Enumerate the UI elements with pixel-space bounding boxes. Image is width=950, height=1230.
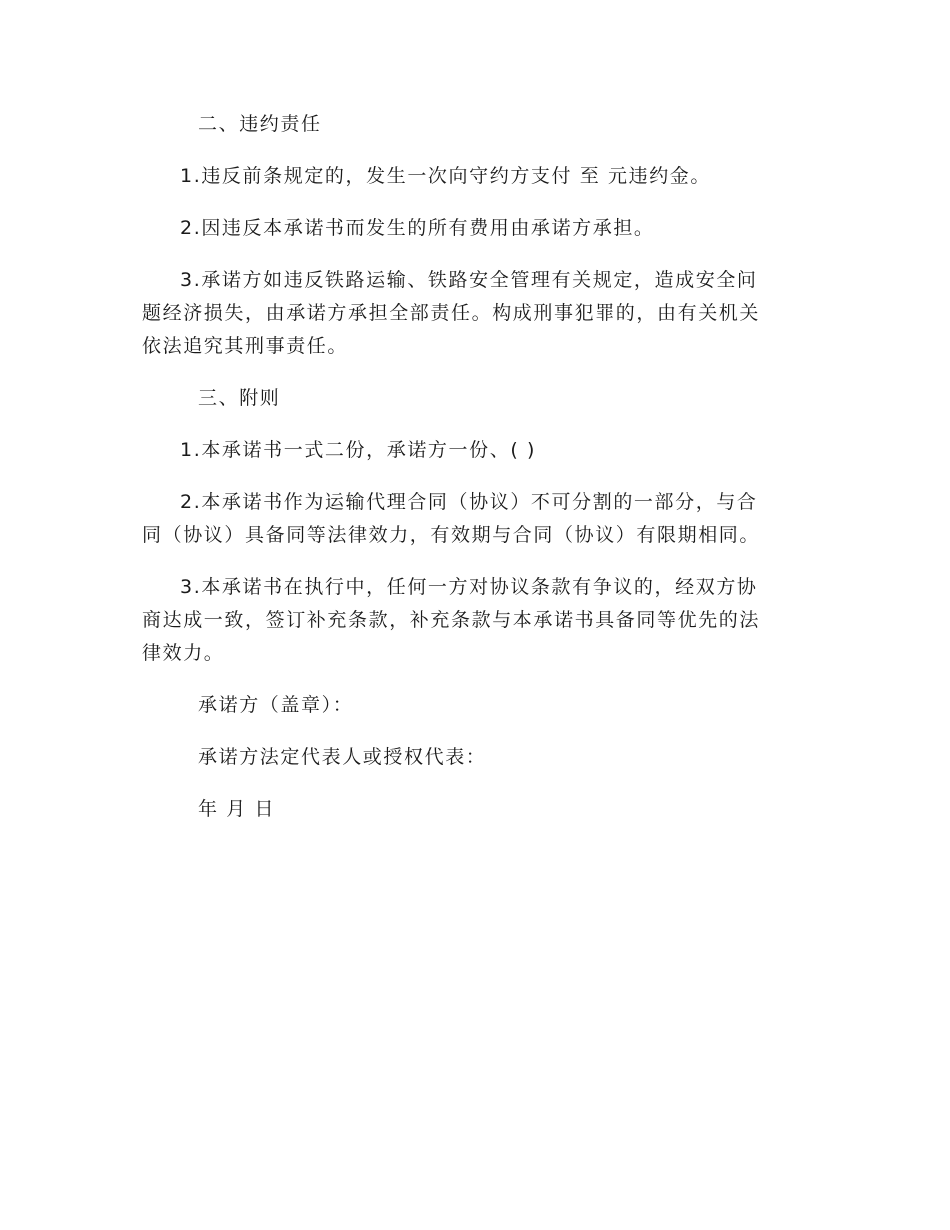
breach-clause-3: [142, 264, 794, 363]
breach-clause-2: 2.因违反本承诺书而发生的所有费用由承诺方承担。: [180, 217, 655, 239]
breach-clause-1: 1.违反前条规定的，发生一次向守约方支付 至 元违约金。: [180, 165, 712, 187]
appendix-clause-3-line: 商达成一致，签订补充条款，补充条款与本承诺书具备同等优先的法: [142, 609, 761, 631]
appendix-clause-2: [142, 486, 794, 552]
signature-date-label: 年 月 日: [198, 798, 276, 820]
appendix-clause-2-line: 2.本承诺书作为运输代理合同（协议）不可分割的一部分，与合: [180, 491, 758, 513]
section-heading-breach: 二、违约责任: [198, 113, 322, 135]
document-page: [142, 108, 794, 826]
section-heading-appendix: 三、附则: [198, 387, 281, 409]
breach-clause-3-line: 依法追究其刑事责任。: [142, 335, 349, 357]
appendix-clause-2-line: 同（协议）具备同等法律效力，有效期与合同（协议）有限期相同。: [142, 524, 761, 546]
breach-clause-3-line: 题经济损失，由承诺方承担全部责任。构成刑事犯罪的，由有关机关: [142, 302, 761, 324]
appendix-clause-1: 1.本承诺书一式二份，承诺方一份、( ): [180, 439, 536, 461]
appendix-clause-3-line: 律效力。: [142, 642, 225, 664]
appendix-clause-3-line: 3.本承诺书在执行中，任何一方对协议条款有争议的，经双方协: [180, 576, 758, 598]
appendix-clause-3: [142, 571, 794, 670]
breach-clause-3-line: 3.承诺方如违反铁路运输、铁路安全管理有关规定，造成安全问: [180, 269, 758, 291]
signature-seal-label: 承诺方（盖章）：: [198, 694, 354, 716]
signature-representative-label: 承诺方法定代表人或授权代表：: [198, 746, 487, 768]
